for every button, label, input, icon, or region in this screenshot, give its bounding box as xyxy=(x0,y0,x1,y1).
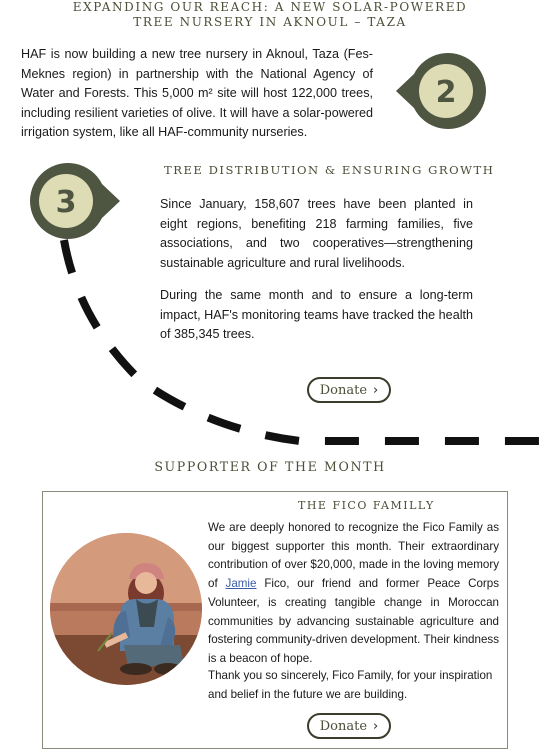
nursery-paragraph: HAF is now building a new tree nursery in Aknoul, Taza (Fes-Meknes region) in partnership with the National Agency of Water and Forests. This 5,000 m² site will host 122,000 trees, including resilient varieties of olive. It will have a solar-powered irrigation system, like all HAF-community nurseries. xyxy=(21,47,373,139)
thank-you-paragraph: Thank you so sincerely, Fico Family, for your inspiration and belief in the future we are building. xyxy=(208,669,493,701)
supporter-donate-button[interactable] xyxy=(307,713,391,739)
donate-button-label: Donate xyxy=(319,382,368,398)
donate-button-label: Donate xyxy=(319,718,368,734)
jamie-link[interactable]: Jamie xyxy=(225,577,257,591)
chevron-right-icon: › xyxy=(373,382,379,398)
supporter-text-part-1: We are deeply honored to recognize the Fico Family as our biggest supporter this month. Their extraordinary contribution of over $20,000, made in the loving memory of xyxy=(208,521,499,591)
map-pin-marker-icon xyxy=(20,160,124,242)
chevron-right-icon: › xyxy=(373,718,379,734)
supporter-paragraph xyxy=(208,519,499,669)
donate-button[interactable] xyxy=(307,377,391,403)
supporter-card-title: THE FICO FAMILLY xyxy=(298,499,435,512)
marker-number-3: 3 xyxy=(55,185,77,220)
section-heading-tree-distribution: TREE DISTRIBUTION & ENSURING GROWTH xyxy=(164,163,495,177)
distribution-paragraph: Since January, 158,607 trees have been planted in eight regions, benefiting 218 farming families, five associations, and two cooperatives—strengthening sustainable agriculture and rural livelihoods. xyxy=(160,197,473,270)
monitoring-paragraph: During the same month and to ensure a long-term impact, HAF's monitoring teams have tracked the health of 385,345 trees. xyxy=(160,288,473,341)
heading-line-1: EXPANDING OUR REACH: A NEW SOLAR-POWERED xyxy=(72,0,468,14)
supporter-text-part-2: Fico, our friend and former Peace Corps Volunteer, is creating tangible change in Moroccan communities by advancing sustainable agriculture and fostering community-driven development. Their kindness is a beacon of hope. xyxy=(208,577,499,665)
marker-number-2: 2 xyxy=(435,75,457,110)
supporter-photo xyxy=(50,533,202,685)
section-heading-supporter: SUPPORTER OF THE MONTH xyxy=(154,459,386,474)
heading-line-2: TREE NURSERY IN AKNOUL – TAZA xyxy=(133,15,407,29)
